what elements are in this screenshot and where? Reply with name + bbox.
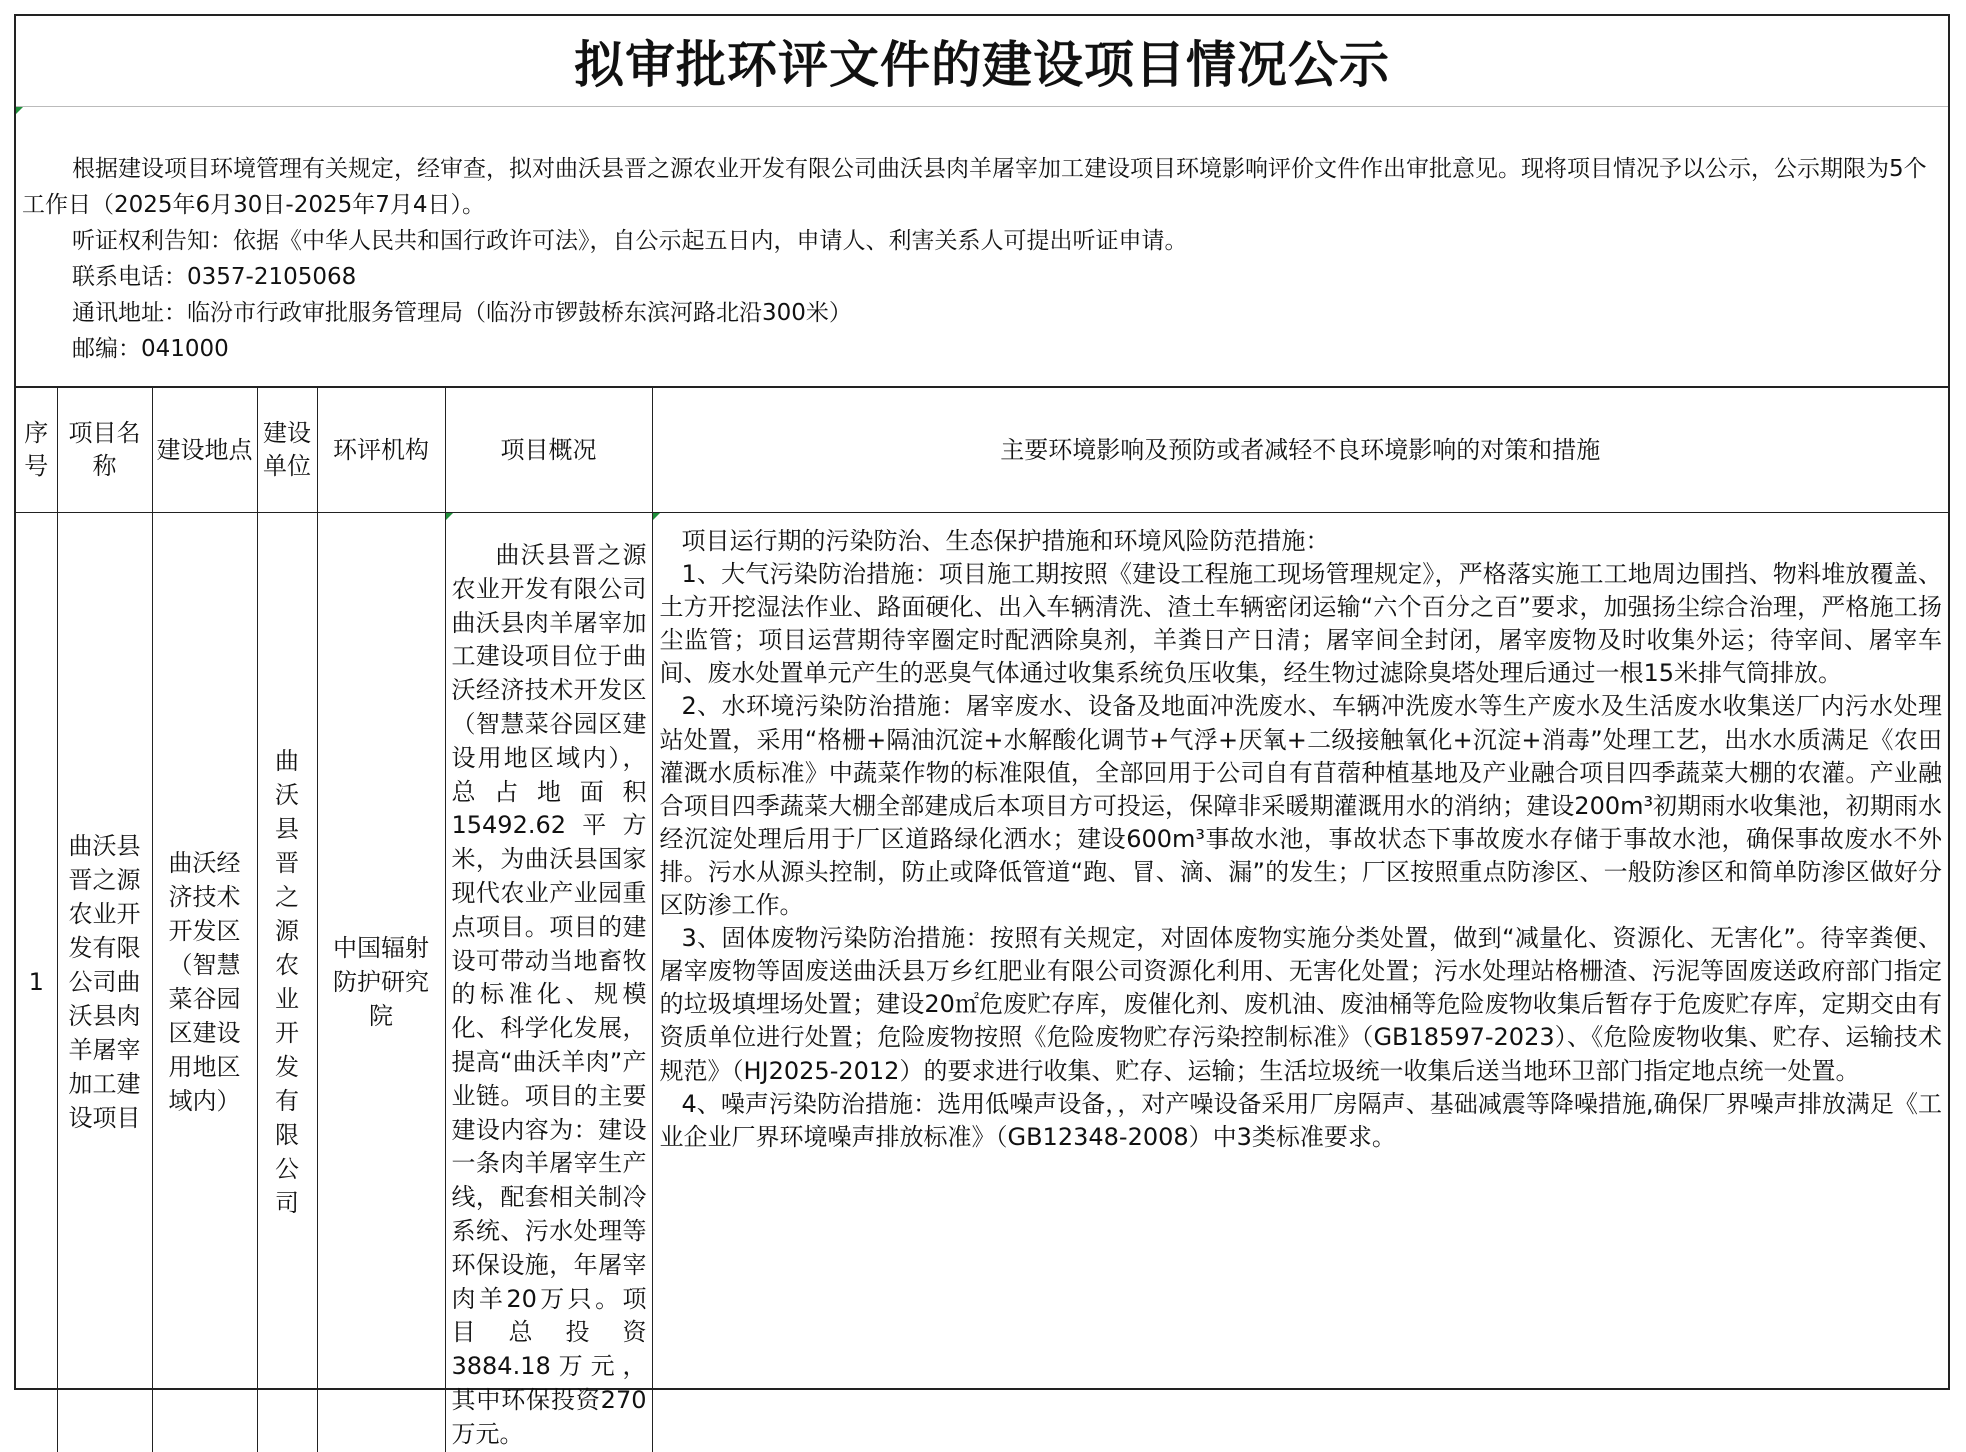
cell-agency: 中国辐射防护研究院 (317, 513, 445, 1452)
notice-sheet (14, 14, 1950, 1448)
measures-air: 1、大气污染防治措施：项目施工期按照《建设工程施工现场管理规定》，严格落实施工工地周边围挡、物料堆放覆盖、土方开挖湿法作业、路面硬化、出入车辆清洗、渣土车辆密闭运输“六个百分之百”要求，加强扬尘综合治理，严格施工扬尘监管；项目运营期待宰圈定时配洒除臭剂，羊粪日产日清；屠宰间全封闭，屠宰废物及时收集外运；待宰间、屠宰车间、废水处置单元产生的恶臭气体通过收集系统负压收集，经生物过滤除臭塔处理后通过一根15米排气筒排放。 (659, 560, 1942, 688)
measures-solid: 3、固体废物污染防治措施：按照有关规定，对固体废物实施分类处置，做到“减量化、资源化、无害化”。待宰粪便、屠宰废物等固废送曲沃县万乡红肥业有限公司资源化利用、无害化处置；污水处理站格栅渣、污泥等固废送政府部门指定的垃圾填埋场处置；建设20㎡危废贮存库，废催化剂、废机油、废油桶等危险废物收集后暂存于危废贮存库，定期交由有资质单位进行处置；危险废物按照《危险废物贮存污染控制标准》（GB18597-2023）、《危险废物收集、贮存、运输技术规范》（HJ2025-2012）的要求进行收集、贮存、运输；生活垃圾统一收集后送当地环卫部门指定地点统一处置。 (659, 924, 1942, 1085)
notice-hearing: 听证权利告知：依据《中华人民共和国行政许可法》，自公示起五日内，申请人、利害关系人可提出听证申请。 (72, 228, 1188, 254)
overview-text: 曲沃县晋之源农业开发有限公司曲沃县肉羊屠宰加工建设项目位于曲沃经济技术开发区（智慧菜谷园区建设用地区域内），总占地面积15492.62平方米，为曲沃县国家现代农业产业园重点项目。项目的建设可带动当地畜牧的标准化、规模化、科学化发展，提高“曲沃羊肉”产业链。项目的主要建设内容为：建设一条肉羊屠宰生产线，配套相关制冷系统、污水处理等环保设施，年屠宰肉羊20万只。项目总投资3884.18万元，其中环保投资270万元。 (451, 541, 647, 1448)
cell-comment-marker (446, 513, 453, 520)
title-row (16, 16, 1948, 107)
header-seq: 序号 (16, 387, 57, 513)
cell-comment-marker (16, 107, 23, 114)
cell-unit: 曲沃县晋之源农业开发有限公司 (257, 513, 317, 1452)
notice-intro: 根据建设项目环境管理有关规定，经审查，拟对曲沃县晋之源农业开发有限公司曲沃县肉羊屠宰加工建设项目环境影响评价文件作出审批意见。现将项目情况予以公示，公示期限为5个工作日（2025年6月30日-2025年7月4日）。 (22, 156, 1927, 218)
header-measures: 主要环境影响及预防或者减轻不良环境影响的对策和措施 (652, 387, 1948, 513)
cell-project-name: 曲沃县晋之源农业开发有限公司曲沃县肉羊屠宰加工建设项目 (57, 513, 152, 1452)
cell-measures (652, 513, 1948, 1452)
header-location: 建设地点 (152, 387, 257, 513)
header-unit: 建设单位 (257, 387, 317, 513)
page-title: 拟审批环评文件的建设项目情况公示 (574, 35, 1390, 94)
measures-noise: 4、噪声污染防治措施：选用低噪声设备，，对产噪设备采用厂房隔声、基础减震等降噪措施,确保厂界噪声排放满足《工业企业厂界环境噪声排放标准》（GB12348-2008）中3类标准要求。 (659, 1089, 1942, 1151)
cell-seq: 1 (16, 513, 57, 1452)
header-overview: 项目概况 (445, 387, 652, 513)
notice-address: 通讯地址：临汾市行政审批服务管理局（临汾市锣鼓桥东滨河路北沿300米） (72, 300, 852, 326)
notice-postcode: 邮编：041000 (72, 336, 229, 362)
table-row (16, 513, 1948, 1452)
header-name: 项目名称 (57, 387, 152, 513)
cell-comment-marker (653, 513, 660, 520)
table-header-row (16, 387, 1948, 513)
measures-water: 2、水环境污染防治措施：屠宰废水、设备及地面冲洗废水、车辆冲洗废水等生产废水及生活废水收集送厂内污水处理站处置，采用“格栅+隔油沉淀+水解酸化调节+气浮+厌氧+二级接触氧化+沉淀+消毒”处理工艺，出水水质满足《农田灌溉水质标准》中蔬菜作物的标准限值，全部回用于公司自有苜蓿种植基地及产业融合项目四季蔬菜大棚的农灌。产业融合项目四季蔬菜大棚全部建成后本项目方可投运，保障非采暖期灌溉用水的消纳；建设200m³初期雨水收集池，初期雨水经沉淀处理后用于厂区道路绿化洒水；建设600m³事故水池，事故状态下事故废水存储于事故水池，确保事故废水不外排。污水从源头控制，防止或降低管道“跑、冒、滴、漏”的发生；厂区按照重点防渗区、一般防渗区和简单防渗区做好分区防渗工作。 (659, 692, 1942, 920)
cell-overview (445, 513, 652, 1452)
notice-text (22, 151, 1942, 367)
notice-phone: 联系电话：0357-2105068 (72, 264, 357, 290)
project-table (16, 386, 1948, 1452)
cell-location: 曲沃经济技术开发区（智慧菜谷园区建设用地区域内） (152, 513, 257, 1452)
measures-intro: 项目运行期的污染防治、生态保护措施和环境风险防范措施： (681, 527, 1330, 555)
header-agency: 环评机构 (317, 387, 445, 513)
